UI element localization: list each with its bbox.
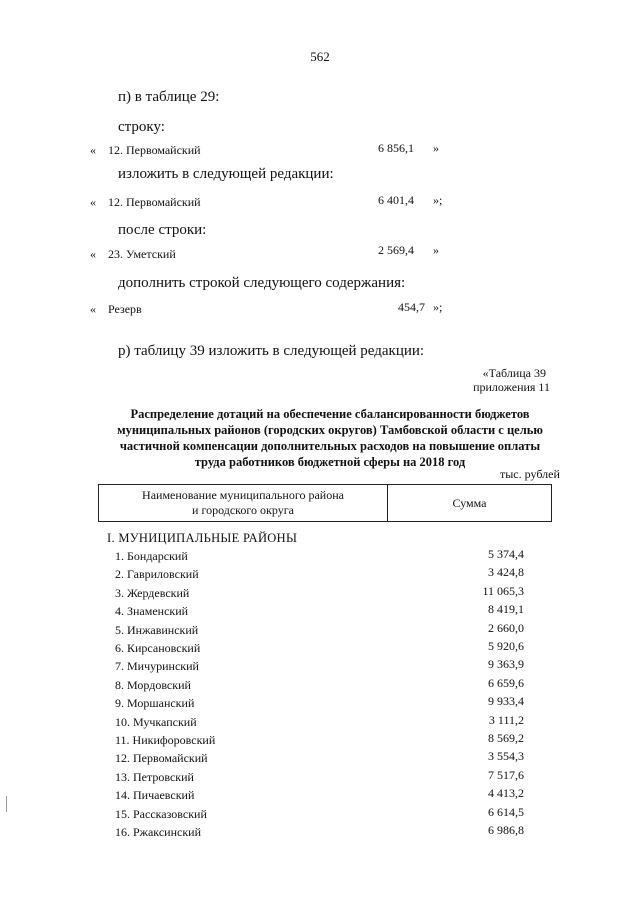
open-quote: « [90,302,96,316]
district-value: 6 986,8 [488,823,524,837]
district-value: 8 569,2 [488,731,524,745]
after-row-value: 2 569,4 [378,243,414,257]
scan-edge-mark [6,796,7,812]
close-quote: »; [433,300,443,314]
district-name: 7. Мичуринский [115,659,199,673]
district-name: 2. Гавриловский [115,567,199,581]
section-heading: I. МУНИЦИПАЛЬНЫЕ РАЙОНЫ [107,531,298,545]
district-value: 2 660,0 [488,621,524,635]
district-value: 7 517,6 [488,768,524,782]
district-name: 10. Мучкапский [115,715,197,729]
district-name: 12. Первомайский [115,751,208,765]
district-value: 5 920,6 [488,639,524,653]
district-name: 16. Ржаксинский [115,825,201,839]
district-name: 5. Инжавинский [115,623,199,637]
old-row-name: 12. Первомайский [108,143,201,157]
table-title: Распределение дотаций на обеспечение сбалансированности бюджетов муниципальных районов (городских округов) Тамбовской области с целью частичной компенсации дополнительных расходов на повышение оплаты труда работников бюджетной сферы на 2018 год [117,407,543,469]
add-instruction: дополнить строкой следующего содержания: [118,275,406,291]
district-value: 6 614,5 [488,805,524,819]
district-value: 8 419,1 [488,602,524,616]
district-name: 15. Рассказовский [115,807,207,821]
district-name: 11. Никифоровский [115,733,216,747]
district-value: 3 554,3 [488,749,524,763]
district-name: 1. Бондарский [115,549,188,563]
open-quote: « [90,247,96,261]
district-name: 3. Жердевский [115,586,190,600]
close-quote: » [433,243,439,257]
district-name: 4. Знаменский [115,604,189,618]
column-header-name [99,485,388,522]
new-row-value: 6 401,4 [378,193,414,207]
column-header-name-line1: Наименование муниципального района [142,488,344,502]
district-name: 6. Кирсановский [115,641,201,655]
instruction: изложить в следующей редакции: [118,166,334,182]
district-value: 3 111,2 [488,713,524,727]
close-quote: »; [433,193,443,207]
add-row-name: Резерв [108,302,142,316]
open-quote: « [90,143,96,157]
district-value: 6 659,6 [488,676,524,690]
column-header-sum: Сумма [388,485,552,522]
district-name: 8. Мордовский [115,678,191,692]
units-label: тыс. рублей [500,467,560,481]
district-value: 11 065,3 [482,584,524,598]
after-row-name: 23. Уметский [108,247,176,261]
district-value: 5 374,4 [488,547,524,561]
add-row-value: 454,7 [398,300,425,314]
open-quote: « [90,195,96,209]
close-quote: » [433,141,439,155]
district-name: 9. Моршанский [115,696,195,710]
district-name: 14. Пичаевский [115,788,195,802]
district-value: 9 363,9 [488,657,524,671]
after-label: после строки: [118,222,207,238]
table-ref-line2: приложения 11 [473,380,550,394]
column-header-name-line2: и городского округа [192,503,294,517]
page-number: 562 [310,49,330,64]
amendment-r-header: р) таблицу 39 изложить в следующей редакции: [118,343,425,359]
amendment-p-header: п) в таблице 29: [118,89,220,105]
district-value: 4 413,2 [488,786,524,800]
line-label: строку: [118,119,165,135]
old-row-value: 6 856,1 [378,141,414,155]
district-value: 3 424,8 [488,565,524,579]
new-row-name: 12. Первомайский [108,195,201,209]
district-value: 9 933,4 [488,694,524,708]
table-header [98,484,552,522]
table-ref-line1: «Таблица 39 [482,366,546,380]
district-name: 13. Петровский [115,770,194,784]
